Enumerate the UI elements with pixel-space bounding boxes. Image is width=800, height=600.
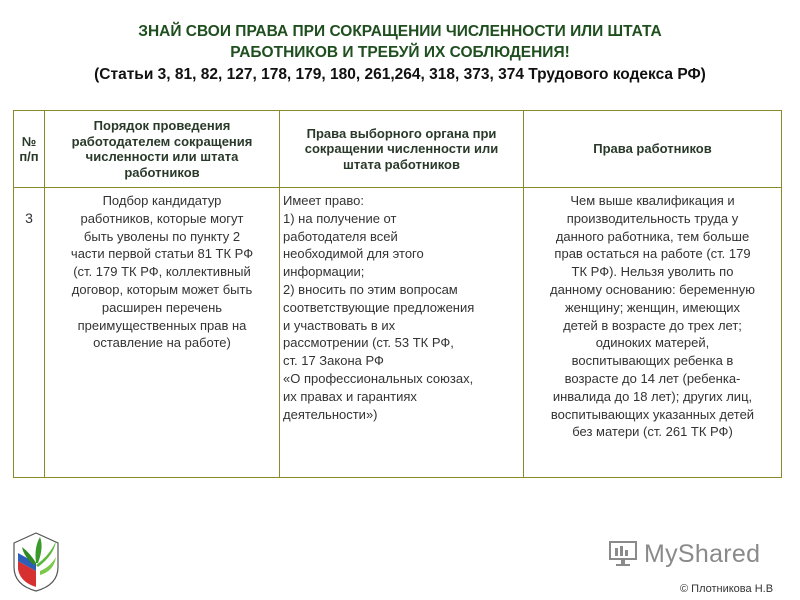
page-title-line-1: ЗНАЙ СВОИ ПРАВА ПРИ СОКРАЩЕНИИ ЧИСЛЕННОСТИ ИЛИ ШТАТА [138, 23, 662, 40]
copyright-note: © Плотникова Н.В [680, 583, 774, 595]
table-row [14, 188, 782, 478]
rights-table [13, 110, 782, 478]
table-header-row [14, 111, 782, 188]
union-logo-icon [10, 527, 62, 593]
page-header [0, 22, 800, 86]
myshared-logo-icon [608, 539, 638, 569]
column-header-union-rights: Права выборного органа при сокращении численности или штата работников [280, 111, 524, 188]
myshared-watermark [608, 536, 768, 572]
column-header-procedure: Порядок проведения работодателем сокращения численности или штата работников [45, 111, 280, 188]
myshared-brand-text: MyShared [644, 539, 761, 568]
row-number: 3 [14, 188, 45, 478]
column-header-worker-rights: Права работников [524, 111, 782, 188]
page-subtitle: (Статьи 3, 81, 82, 127, 178, 179, 180, 261,264, 318, 373, 374 Трудового кодекса РФ) [94, 66, 706, 83]
page-title-line-2: РАБОТНИКОВ И ТРЕБУЙ ИХ СОБЛЮДЕНИЯ! [230, 43, 570, 61]
cell-procedure: Подбор кандидатур работников, которые могут быть уволены по пункту 2 части первой статьи 81 ТК РФ (ст. 179 ТК РФ, коллективный договор, которым может быть расширен перечень преимущественных прав на оставление на работе) [45, 188, 280, 478]
cell-worker-rights: Чем выше квалификация и производительность труда у данного работника, тем больше прав остаться на работе (ст. 179 ТК РФ). Нельзя уволить по данному основанию: беременную женщину; женщин, имеющих детей в возрасте до трех лет; одиноких матерей, воспитывающих ребенка в возрасте до 14 лет (ребенка- инвалида до 18 лет); других лиц, воспитывающих указанных детей без матери (ст. 261 ТК РФ) [524, 188, 782, 478]
cell-union-rights: Имеет право: 1) на получение от работодателя всей необходимой для этого информации; 2) вносить по этим вопросам соответствующие предложения и участвовать в их рассмотрении (ст. 53 ТК РФ, ст. 17 Закона РФ «О профессиональных союзах, их правах и гарантиях деятельности») [280, 188, 524, 478]
column-header-number: № п/п [14, 111, 45, 188]
